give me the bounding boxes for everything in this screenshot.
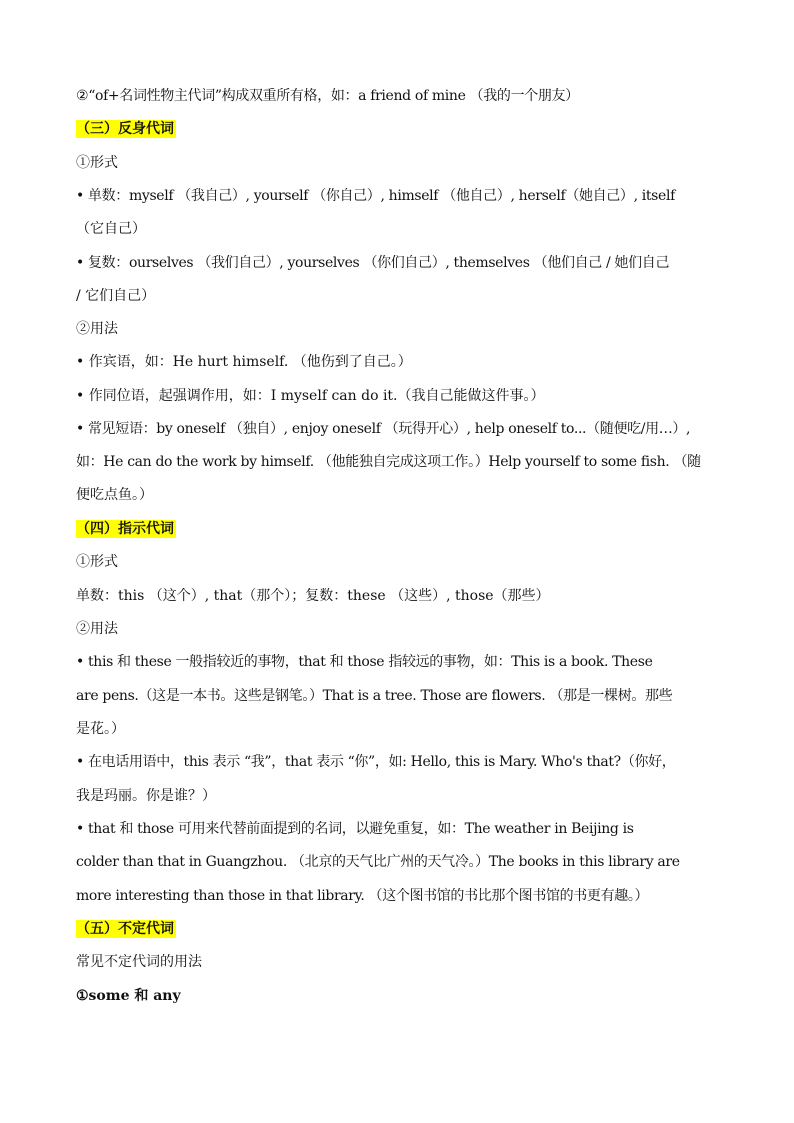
section-heading-demonstrative (76, 519, 736, 539)
section-heading-indefinite (76, 919, 736, 939)
text-line: • 常见短语：by oneself （独自）, enjoy oneself （玩得开心）, help oneself to...（随便吃/用…）, (76, 421, 691, 437)
section-heading-reflexive (76, 119, 736, 139)
text-line: ②“of+名词性物主代词”构成双重所有格，如：a friend of mine （我的一个朋友） (76, 88, 579, 104)
text-line: ②用法 (76, 321, 118, 337)
text-line: • this 和 these 一般指较近的事物，that 和 those 指较远的事物，如：This is a book. These (76, 654, 653, 670)
text-line: （它自己） (76, 221, 146, 237)
text-line: • 在电话用语中，this 表示 “我”，that 表示 “你”，如: Hello, this is Mary. Who's that?（你好， (76, 754, 676, 770)
text-line: ①形式 (76, 155, 118, 171)
highlighted-heading: （四）指示代词 (76, 521, 174, 537)
text-line: more interesting than those in that library. （这个图书馆的书比那个图书馆的书更有趣。） (76, 888, 649, 904)
text-line: ②用法 (76, 621, 118, 637)
text-line: • 单数：myself （我自己）, yourself （你自己）, himself （他自己）, herself（她自己）, itself (76, 188, 675, 204)
text-line: • that 和 those 可用来代替前面提到的名词，以避免重复，如：The weather in Beijing is (76, 821, 634, 837)
text-line: ①形式 (76, 554, 118, 570)
highlighted-heading: （五）不定代词 (76, 921, 174, 937)
text-line: • 复数：ourselves （我们自己）, yourselves （你们自己）, themselves （他们自己 / 她们自己 (76, 255, 670, 271)
text-line: • 作宾语，如：He hurt himself. （他伤到了自己。） (76, 354, 412, 370)
text-line: 我是玛丽。你是谁？） (76, 788, 216, 804)
subheading-some-any: ①some 和 any (76, 988, 181, 1004)
text-line: 如：He can do the work by himself. （他能独自完成这项工作。）Help yourself to some fish. （随 (76, 454, 701, 470)
text-line: 便吃点鱼。） (76, 487, 153, 503)
text-line: are pens.（这是一本书。这些是钢笔。）That is a tree. Those are flowers. （那是一棵树。那些 (76, 688, 673, 704)
text-line: 单数：this （这个）, that（那个）；复数：these （这些）, those（那些） (76, 588, 550, 604)
text-line: 是花。） (76, 721, 125, 737)
text-line: 常见不定代词的用法 (76, 954, 202, 970)
text-line: / 它们自己） (76, 288, 156, 304)
text-line: colder than that in Guangzhou. （北京的天气比广州的天气冷。）The books in this library are (76, 854, 680, 870)
text-line: • 作同位语，起强调作用，如：I myself can do it.（我自己能做这件事。） (76, 388, 545, 404)
highlighted-heading: （三）反身代词 (76, 121, 174, 137)
